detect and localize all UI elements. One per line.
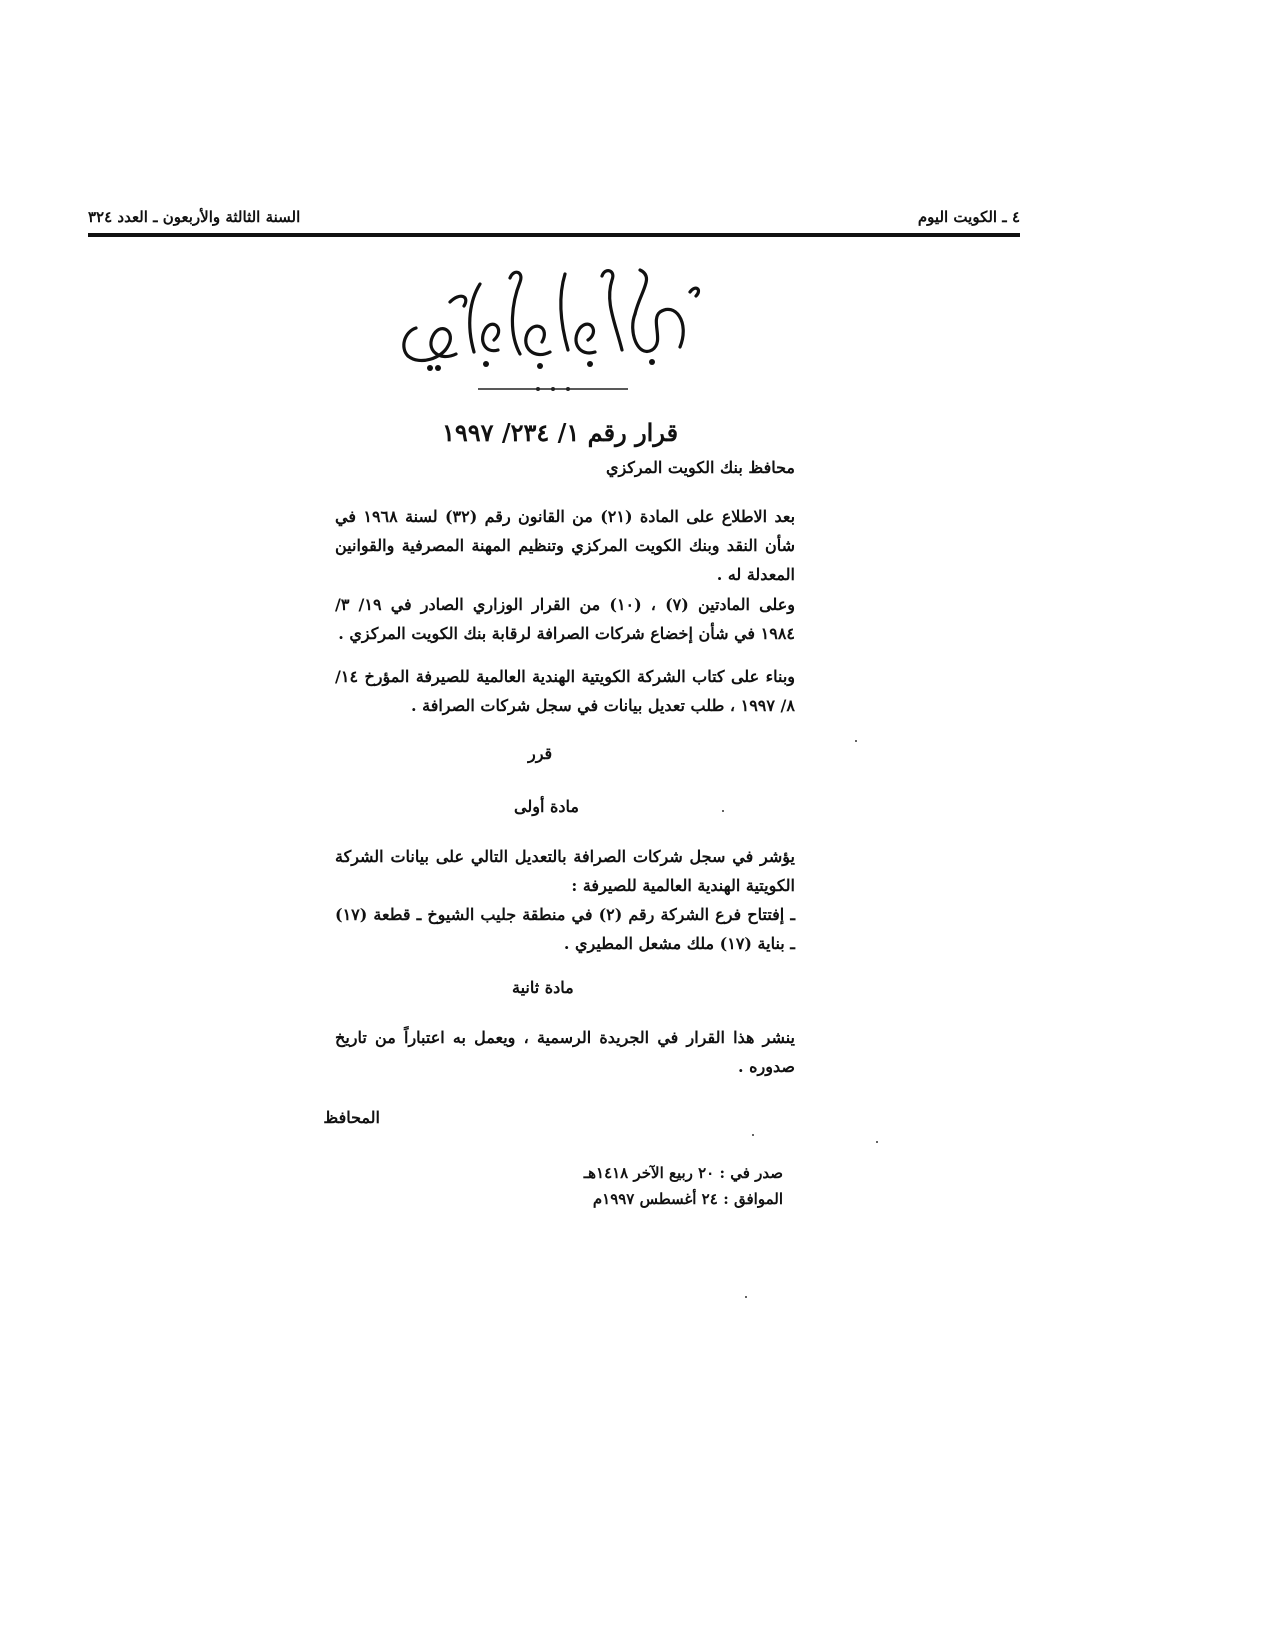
decides-heading: قرر (528, 744, 553, 763)
article-2-paragraph-1: ينشر هذا القرار في الجريدة الرسمية ، ويعمل به اعتباراً من تاريخ صدوره . (335, 1028, 795, 1076)
issued-hijri-row (584, 1160, 783, 1186)
header-page-title: ٤ ـ الكويت اليوم (917, 208, 1020, 226)
signature-governor: المحافظ (323, 1108, 380, 1127)
scan-speck (752, 1134, 754, 1136)
article-1-paragraph-2: ـ إفتتاح فرع الشركة رقم (٢) في منطقة جليب الشيوخ ـ قطعة (١٧) ـ بناية (١٧) ملك مشعل المطيري . (335, 905, 795, 953)
issuer-heading: محافظ بنك الكويت المركزي (605, 458, 795, 477)
issued-dates (584, 1160, 783, 1212)
decision-title: قرار رقم ١/ ٢٣٤/ ١٩٩٧ (441, 418, 679, 447)
article-1-heading: مادة أولى (514, 797, 579, 816)
header-issue-info: السنة الثالثة والأربعون ـ العدد ٣٢٤ (88, 208, 301, 226)
issued-gregorian-row (584, 1186, 783, 1212)
logo-ornament-rule (478, 386, 628, 392)
scan-speck (876, 1141, 878, 1143)
header-divider (88, 233, 1020, 237)
central-bank-calligraphy-logo (390, 262, 710, 372)
corresponding-label: الموافق : (723, 1190, 783, 1208)
scan-speck (722, 810, 724, 812)
issued-hijri-date: ٢٠ ربيع الآخر ١٤١٨هـ (583, 1164, 715, 1182)
preamble-paragraph-1: بعد الاطلاع على المادة (٢١) من القانون رقم (٣٢) لسنة ١٩٦٨ في شأن النقد وبنك الكويت المركزي وتنظيم المهنة المصرفية والقوانين المعدلة له . (335, 507, 796, 584)
issued-label: صدر في : (719, 1164, 783, 1182)
preamble-paragraph-2: وعلى المادتين (٧) ، (١٠) من القرار الوزاري الصادر في ١٩/ ٣/ ١٩٨٤ في شأن إخضاع شركات الصرافة لرقابة بنك الكويت المركزي . (335, 595, 796, 643)
article-1-paragraph-1: يؤشر في سجل شركات الصرافة بالتعديل التالي على بيانات الشركة الكويتية الهندية العالمية للصيرفة : (335, 847, 795, 895)
article-2-heading: مادة ثانية (512, 978, 574, 997)
scan-speck (745, 1296, 747, 1298)
scan-speck (855, 740, 857, 742)
issued-gregorian-date: ٢٤ أغسطس ١٩٩٧م (592, 1190, 718, 1208)
preamble-paragraph-3: وبناء على كتاب الشركة الكويتية الهندية العالمية للصيرفة المؤرخ ١٤/ ٨/ ١٩٩٧ ، طلب تعديل بيانات في سجل شركات الصرافة . (335, 667, 795, 715)
